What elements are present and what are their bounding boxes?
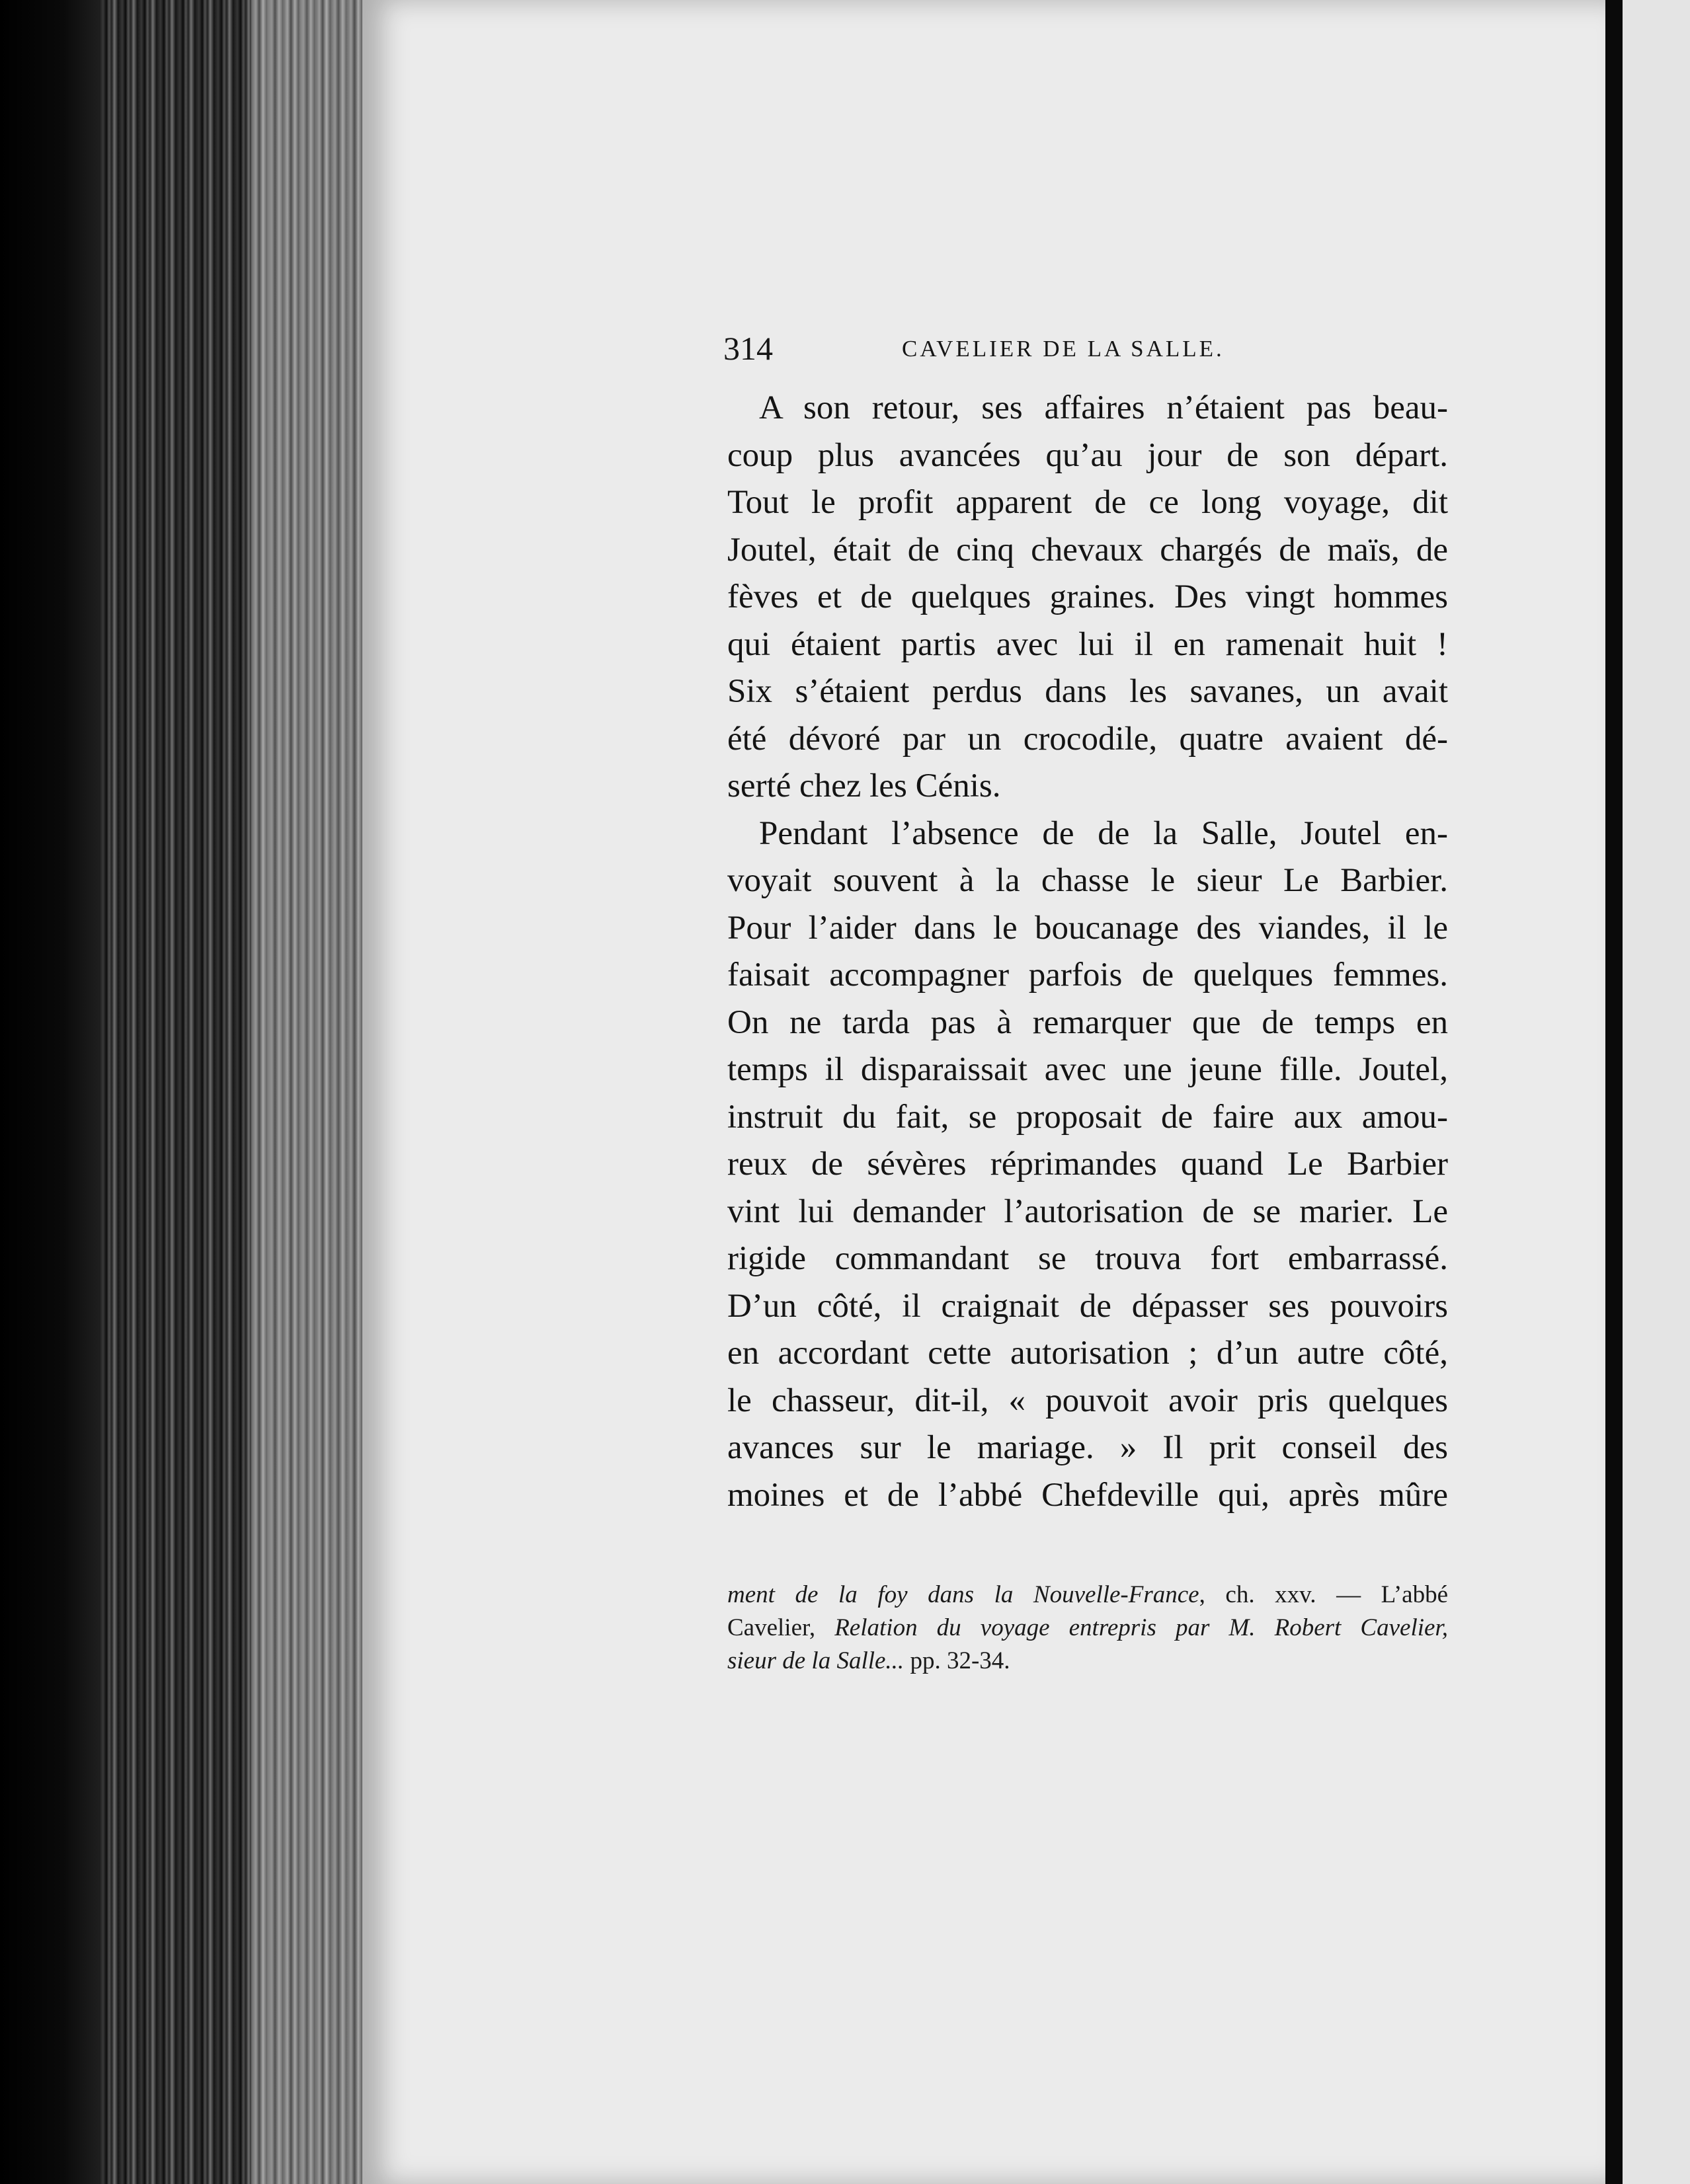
footnote xyxy=(727,1579,1448,1678)
text-line: moines et de l’abbé Chefdeville qui, après mûre xyxy=(727,1476,1448,1514)
text-line: On ne tarda pas à remarquer que de temps en xyxy=(727,1003,1448,1041)
text-line: Pour l’aider dans le boucanage des viandes, il le xyxy=(727,909,1448,947)
text-line: D’un côté, il craignait de dépasser ses pouvoirs xyxy=(727,1287,1448,1325)
footnote-line xyxy=(727,1579,1448,1612)
page-number: 314 xyxy=(723,330,773,367)
text-line: en accordant cette autorisation ; d’un autre côté, xyxy=(727,1335,1448,1372)
text-line: temps il disparaissait avec une jeune fille. Joutel, xyxy=(727,1051,1448,1088)
text-line: Six s’étaient perdus dans les savanes, un avait xyxy=(727,673,1448,710)
text-line: instruit du fait, se proposait de faire aux amou- xyxy=(727,1098,1448,1136)
text-line: le chasseur, dit-il, « pouvoit avoir pris quelques xyxy=(727,1382,1448,1419)
text-line: A son retour, ses affaires n’étaient pas beau- xyxy=(759,389,1448,426)
text-line: Pendant l’absence de de la Salle, Joutel en- xyxy=(759,814,1448,852)
footnote-italic: ment de la foy xyxy=(727,1581,908,1608)
footnote-italic: sieur de la Salle... xyxy=(727,1647,905,1674)
running-head xyxy=(723,325,1451,371)
text-line: reux de sévères réprimandes quand Le Barbier xyxy=(727,1146,1448,1183)
footnote-roman: , ch. xxv. — L’abbé xyxy=(1199,1581,1448,1608)
gutter-shadow xyxy=(1605,0,1623,2184)
text-line: Tout le profit apparent de ce long voyage, dit xyxy=(727,484,1448,521)
footnote-italic: dans la Nouvelle-France xyxy=(928,1581,1199,1608)
running-title: CAVELIER DE LA SALLE. xyxy=(902,336,1225,362)
text-line: été dévoré par un crocodile, quatre avaient dé- xyxy=(727,720,1448,758)
footnote-roman: pp. 32-34. xyxy=(904,1647,1010,1674)
footnote-line xyxy=(727,1645,1448,1678)
text-line: serté chez les Cénis. xyxy=(727,767,1001,804)
footnote-italic: Relation du voyage entrepris par M. Robert Cavelier, xyxy=(834,1614,1448,1641)
adjacent-page-edge xyxy=(1623,0,1690,2184)
text-line: qui étaient partis avec lui il en ramenait huit ! xyxy=(727,625,1448,663)
text-line: voyait souvent à la chasse le sieur Le Barbier. xyxy=(727,862,1448,899)
text-line: avances sur le mariage. » Il prit conseil des xyxy=(727,1429,1448,1466)
text-line: rigide commandant se trouva fort embarrassé. xyxy=(727,1240,1448,1277)
book-spine-shadow xyxy=(0,0,106,2184)
text-line: faisait accompagner parfois de quelques femmes. xyxy=(727,956,1448,994)
text-line: Joutel, était de cinq chevaux chargés de maïs, de xyxy=(727,531,1448,568)
text-line: coup plus avancées qu’au jour de son départ. xyxy=(727,436,1448,474)
footnote-roman: Cavelier, xyxy=(727,1614,835,1641)
body-text xyxy=(727,385,1448,1519)
text-line: vint lui demander l’autorisation de se marier. Le xyxy=(727,1192,1448,1230)
text-line: fèves et de quelques graines. Des vingt hommes xyxy=(727,578,1448,615)
footnote-line xyxy=(727,1612,1448,1645)
page-edges-highlight xyxy=(251,0,364,2184)
